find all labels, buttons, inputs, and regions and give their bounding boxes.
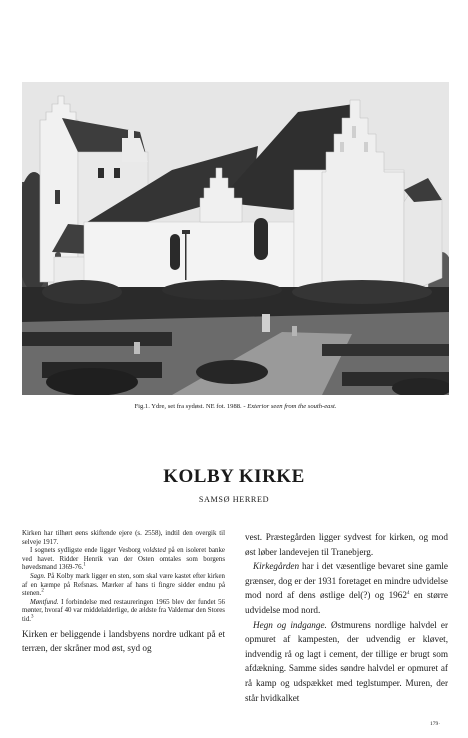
figure-caption [22,403,449,411]
caption-english: Exterior seen from the south-east. [247,403,337,410]
text-column-left [22,530,225,656]
text-column-right [245,530,448,705]
page-number: 179· [430,721,441,727]
page-subtitle: SAMSØ HERRED [198,495,270,504]
church-photo-icon [22,82,449,395]
page-title: KOLBY KIRKE [163,466,305,487]
paragraph-kirkegarden: Kirkegården har i det væsentlige bevaret sine gamle grænser, dog er der 1931 foretaget en mindre udvidelse mod nord af dens østlige del(?) og 1962$^4$ en større udvidelse mod nord. [245,561,448,615]
paragraph-location: Kirken er beliggende i landsbyens nordre udkant på et terræn, der skråner mod øst, syd og [22,628,225,654]
paragraph-vesborg: I sognets sydligste ende ligger Vesborg voldsted på en isoleret banke ved havet. Ridder Henrik van der Osten omtales som borgens høvedsmand 1369-76.$^1$ [22,547,225,572]
paragraph-sagn: Sagn. På Kolby mark ligger en sten, som skal være kastet efter kirken af en kæmpe på Refsnæs. Mærker af hans ti fingre sidder endnu på stenen.$^2$ [22,572,225,598]
paragraph-hegn: Hegn og indgange. Østmurens nordlige halvdel er opmuret af kampesten, der udvendig er kløvet, indvendig rå og lagt i cement, der tillige er brugt som afdækning. Samme sides søndre halvdel er opmuret af rå kamp og udspækket med teglstumper. Muren, der står hvidkalket [245,619,449,703]
paragraph-montfund: Møntfund. I forbindelse med restaureringen 1965 blev der fundet 56 mønter, hvoraf 40 var middelalderlige, de ældste fra Valdemar den Stores tid.$^3$ [22,598,225,623]
caption-danish: Fig.1. Ydre, set fra sydøst. NE fot. 1988. - [134,403,248,410]
church-photo [22,82,449,395]
paragraph-location-cont: vest. Præstegården ligger sydvest for kirken, og mod øst løber landevejen til Tranebjerg. [245,532,448,557]
paragraph-ownership: Kirken har tilhørt øens skiftende ejere (s. 2558), indtil den overgik til selveje 1917. [22,530,225,546]
